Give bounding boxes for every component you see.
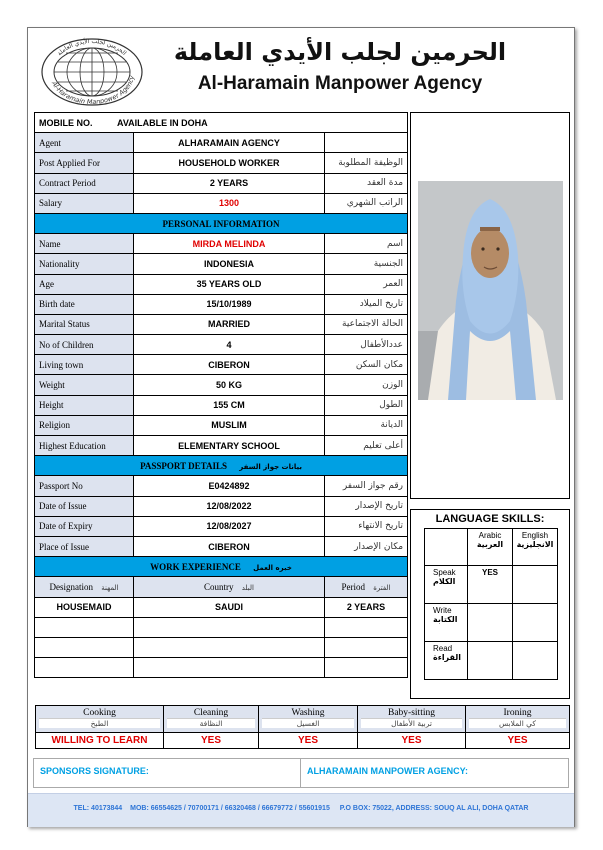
logo-ring-text: Al-Haramain Manpower Agency — [50, 74, 136, 106]
skill-washing — [259, 706, 358, 733]
lang-speak-english — [513, 566, 558, 604]
field-label-ar: تاريخ الانتهاء — [325, 516, 408, 536]
lang-header-row — [425, 529, 558, 566]
info-row-post — [35, 153, 408, 173]
col-country-label: Country — [204, 581, 234, 592]
field-label: Passport No — [35, 476, 134, 496]
passport-row — [35, 476, 408, 496]
skill-value: WILLING TO LEARN — [36, 733, 164, 749]
personal-heading-row — [35, 213, 408, 233]
info-row-salary — [35, 193, 408, 213]
field-label-ar: الطول — [325, 395, 408, 415]
empty-cell — [325, 658, 408, 678]
field-label: Religion — [35, 415, 134, 435]
skill-value: YES — [259, 733, 358, 749]
work-row — [35, 597, 408, 617]
skill-babysitting — [358, 706, 466, 733]
empty-cell — [35, 617, 134, 637]
cv-info-table — [34, 112, 408, 678]
field-label: Name — [35, 234, 134, 254]
lang-speak-label-ar: الكلام — [433, 577, 456, 586]
field-value: E0424892 — [134, 476, 325, 496]
lang-col-arabic-label: Arabic — [478, 531, 502, 540]
field-label-ar: الديانة — [325, 415, 408, 435]
field-label: Nationality — [35, 254, 134, 274]
mobile-row — [35, 113, 408, 133]
skill-name: Cooking — [83, 708, 116, 718]
work-country: SAUDI — [134, 597, 325, 617]
field-label-ar: تاريخ الإصدار — [325, 496, 408, 516]
agency-logo — [38, 34, 146, 106]
personal-row — [35, 294, 408, 314]
field-label-ar: عددالأطفال — [325, 335, 408, 355]
field-label: No of Children — [35, 335, 134, 355]
field-value: HOUSEHOLD WORKER — [134, 153, 325, 173]
field-label-ar: اسم — [325, 234, 408, 254]
lang-row-label — [425, 642, 468, 680]
lang-read-english — [513, 642, 558, 680]
mobile-label: MOBILE NO. — [39, 117, 93, 128]
mobile-cell — [35, 113, 408, 133]
passport-heading-row — [35, 456, 408, 476]
signature-divider — [300, 758, 301, 788]
field-label-ar: تاريخ الميلاد — [325, 294, 408, 314]
footer-po-value: 75022, ADDRESS: SOUQ AL ALI, DOHA QATAR — [372, 805, 529, 812]
field-label-ar: الحالة الاجتماعية — [325, 314, 408, 334]
skills-value-row — [36, 733, 570, 749]
language-skills-table — [424, 528, 558, 680]
field-label: Place of Issue — [35, 536, 134, 556]
field-label-ar — [325, 133, 408, 153]
field-label: Contract Period — [35, 173, 134, 193]
field-label: Post Applied For — [35, 153, 134, 173]
field-value: ELEMENTARY SCHOOL — [134, 436, 325, 456]
field-label-ar: الوزن — [325, 375, 408, 395]
empty-cell — [325, 617, 408, 637]
skill-name: Ironing — [503, 708, 532, 718]
empty-cell — [134, 617, 325, 637]
skill-name: Baby-sitting — [388, 708, 435, 718]
work-heading-row — [35, 557, 408, 577]
skill-name-ar: الغسيل — [262, 718, 354, 728]
work-period: 2 YEARS — [325, 597, 408, 617]
col-country — [134, 577, 325, 597]
lang-col-english — [513, 529, 558, 566]
personal-row — [35, 335, 408, 355]
field-value: MARRIED — [134, 314, 325, 334]
lang-col-english-label: English — [521, 531, 549, 540]
field-label: Salary — [35, 193, 134, 213]
skill-name: Cleaning — [193, 708, 229, 718]
passport-heading: PASSPORT DETAILS — [140, 460, 228, 471]
lang-row-speak — [425, 566, 558, 604]
field-value: 2 YEARS — [134, 173, 325, 193]
personal-row — [35, 254, 408, 274]
field-value: 12/08/2022 — [134, 496, 325, 516]
name-value: MIRDA MELINDA — [134, 234, 325, 254]
mobile-value: AVAILABLE IN DOHA — [117, 117, 208, 128]
passport-row — [35, 496, 408, 516]
info-row-agent — [35, 133, 408, 153]
personal-row — [35, 234, 408, 254]
empty-cell — [134, 637, 325, 657]
passport-row — [35, 516, 408, 536]
skill-name-ar: الطبخ — [39, 718, 160, 728]
field-label: Height — [35, 395, 134, 415]
col-country-label-ar: البلد — [241, 583, 254, 592]
field-value: MUSLIM — [134, 415, 325, 435]
skill-name-ar: النظافة — [167, 718, 255, 728]
lang-speak-label: Speak — [433, 568, 456, 577]
field-value: 35 YEARS OLD — [134, 274, 325, 294]
language-skills-title: LANGUAGE SKILLS: — [435, 513, 545, 525]
section-heading-work — [35, 557, 408, 577]
field-label: Date of Issue — [35, 496, 134, 516]
skill-value: YES — [466, 733, 570, 749]
field-label-ar: الجنسية — [325, 254, 408, 274]
logo-ring-text-ar: الحرمين لجلب الأيدي العاملة — [56, 37, 128, 58]
footer-po-label: P.O BOX: — [339, 805, 371, 812]
lang-read-label-ar: القراءة — [433, 653, 462, 662]
skill-name-ar: تربية الأطفال — [361, 718, 462, 728]
footer-mob-label: MOB: — [130, 805, 149, 812]
personal-row — [35, 375, 408, 395]
skill-name-ar: كي الملابس — [469, 718, 566, 728]
field-label: Highest Education — [35, 436, 134, 456]
lang-write-arabic — [468, 604, 513, 642]
col-designation-label-ar: المهنة — [101, 583, 119, 592]
work-row-empty — [35, 637, 408, 657]
field-label-ar: الراتب الشهري — [325, 193, 408, 213]
field-label: Marital Status — [35, 314, 134, 334]
field-value: ALHARAMAIN AGENCY — [134, 133, 325, 153]
lang-row-label — [425, 604, 468, 642]
empty-cell — [134, 658, 325, 678]
field-label: Living town — [35, 355, 134, 375]
agency-signature-label: ALHARAMAIN MANPOWER AGENCY: — [307, 766, 468, 776]
lang-row-read — [425, 642, 558, 680]
empty-cell — [35, 658, 134, 678]
work-row-empty — [35, 617, 408, 637]
work-row-empty — [35, 658, 408, 678]
personal-row — [35, 415, 408, 435]
sponsor-signature-label: SPONSORS SIGNATURE: — [40, 766, 149, 776]
skill-cooking — [36, 706, 164, 733]
skill-cleaning — [164, 706, 259, 733]
field-label-ar: مكان الإصدار — [325, 536, 408, 556]
lang-write-english — [513, 604, 558, 642]
section-heading-personal: PERSONAL INFORMATION — [35, 213, 408, 233]
candidate-photo — [418, 181, 563, 400]
section-heading-passport — [35, 456, 408, 476]
personal-row — [35, 355, 408, 375]
field-value: 15/10/1989 — [134, 294, 325, 314]
field-value: 155 CM — [134, 395, 325, 415]
field-value: CIBERON — [134, 355, 325, 375]
field-label-ar: أعلى تعليم — [325, 436, 408, 456]
lang-row-label — [425, 566, 468, 604]
lang-read-arabic — [468, 642, 513, 680]
col-period-label: Period — [341, 581, 365, 592]
work-heading: WORK EXPERIENCE — [150, 561, 241, 572]
personal-row — [35, 436, 408, 456]
empty-cell — [325, 637, 408, 657]
lang-col-arabic-label-ar: العربية — [476, 540, 504, 549]
footer-mob-value: 66554625 / 70700171 / 66320468 / 66679772 / 55601915 — [150, 805, 330, 812]
field-label: Weight — [35, 375, 134, 395]
passport-row — [35, 536, 408, 556]
lang-col-english-label-ar: الانجليزية — [516, 540, 554, 549]
skill-name: Washing — [291, 708, 325, 718]
work-designation: HOUSEMAID — [35, 597, 134, 617]
col-period-label-ar: الفترة — [373, 583, 391, 592]
field-label-ar: العمر — [325, 274, 408, 294]
field-label: Date of Expiry — [35, 516, 134, 536]
field-value: 4 — [134, 335, 325, 355]
lang-col-arabic — [468, 529, 513, 566]
field-label: Birth date — [35, 294, 134, 314]
empty-cell — [35, 637, 134, 657]
personal-row — [35, 274, 408, 294]
work-heading-ar: خبره العمل — [253, 563, 292, 572]
lang-write-label-ar: الكتابة — [433, 615, 458, 624]
field-value: 50 KG — [134, 375, 325, 395]
passport-heading-ar: بيانات جواز السفر — [239, 462, 302, 471]
field-label-ar: الوظيفة المطلوبة — [325, 153, 408, 173]
col-designation — [35, 577, 134, 597]
skill-value: YES — [164, 733, 259, 749]
skill-ironing — [466, 706, 570, 733]
col-period — [325, 577, 408, 597]
field-label-ar: مدة العقد — [325, 173, 408, 193]
personal-row — [35, 314, 408, 334]
lang-corner-cell — [425, 529, 468, 566]
field-value: 12/08/2027 — [134, 516, 325, 536]
footer-tel-label: TEL: — [73, 805, 90, 812]
col-designation-label: Designation — [49, 581, 94, 592]
footer-contact — [28, 805, 574, 812]
field-value: CIBERON — [134, 536, 325, 556]
work-header-row — [35, 577, 408, 597]
skills-header-row — [36, 706, 570, 733]
footer-tel-value: 40173844 — [91, 805, 123, 812]
lang-read-label: Read — [433, 644, 453, 653]
field-label: Age — [35, 274, 134, 294]
lang-speak-arabic: YES — [468, 566, 513, 604]
salary-value: 1300 — [134, 193, 325, 213]
agency-title-english: Al-Haramain Manpower Agency — [197, 73, 483, 94]
field-value: INDONESIA — [134, 254, 325, 274]
agency-title-arabic: الحرمين لجلب الأيدي العاملة — [173, 38, 507, 66]
skill-value: YES — [358, 733, 466, 749]
field-label-ar: رقم جواز السفر — [325, 476, 408, 496]
personal-row — [35, 395, 408, 415]
lang-row-write — [425, 604, 558, 642]
info-row-contract — [35, 173, 408, 193]
field-label: Agent — [35, 133, 134, 153]
svg-text:Al-Haramain Manpower Agency — [50, 75, 136, 106]
field-label-ar: مكان السكن — [325, 355, 408, 375]
skills-table — [35, 705, 570, 749]
lang-write-label: Write — [433, 606, 452, 615]
